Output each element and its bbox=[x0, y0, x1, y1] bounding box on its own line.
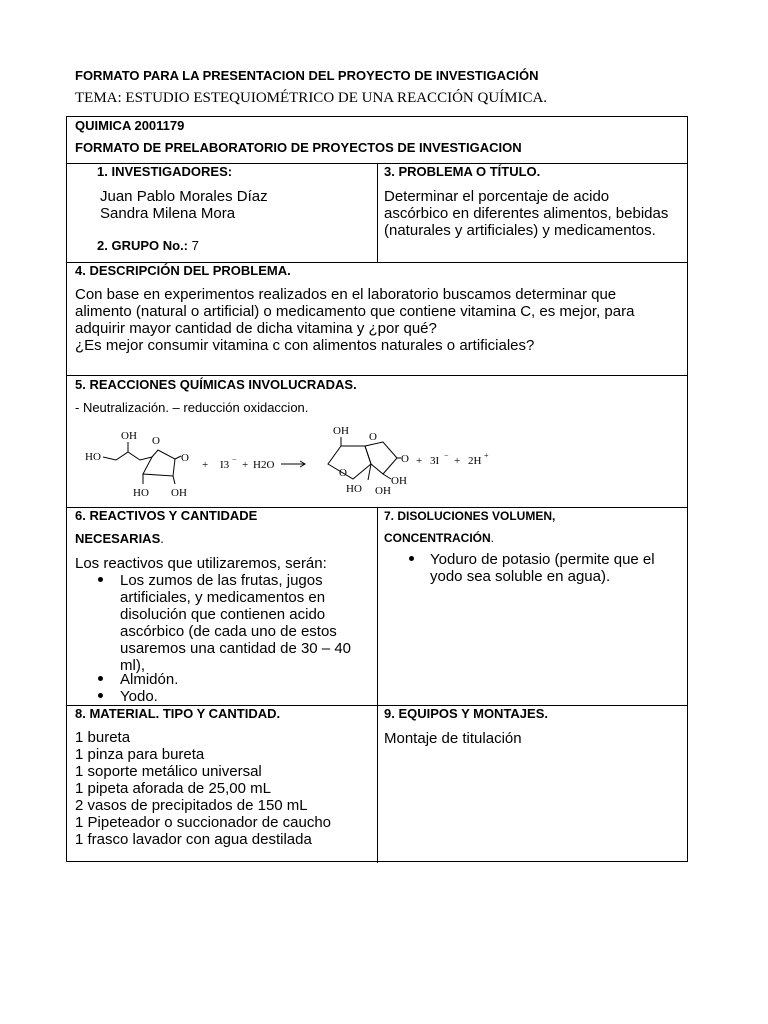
equipment-text: Montaje de titulación bbox=[384, 730, 522, 747]
chem-bond bbox=[103, 452, 152, 460]
description-text: adquirir mayor cantidad de dicha vitamina y ¿por qué? bbox=[75, 320, 437, 337]
reagent-item-text: disolución que contienen acido bbox=[120, 606, 326, 623]
chem-label: OH bbox=[121, 430, 137, 442]
reagents-heading: 6. REACTIVOS Y CANTIDADE bbox=[75, 508, 258, 523]
chem-label: O bbox=[401, 453, 409, 465]
solution-item-text: Yoduro de potasio (permite que el bbox=[430, 551, 655, 568]
course-code: QUIMICA 2001179 bbox=[75, 118, 185, 133]
group-label: 2. GRUPO No.: bbox=[97, 238, 189, 253]
reactions-heading: 5. REACCIONES QUÍMICAS INVOLUCRADAS. bbox=[75, 377, 357, 392]
investigator-name: Sandra Milena Mora bbox=[100, 205, 236, 222]
chem-label: I3 bbox=[220, 459, 230, 471]
equipment-heading: 9. EQUIPOS Y MONTAJES. bbox=[384, 706, 548, 721]
reagent-item-text: Yodo. bbox=[120, 688, 158, 705]
chem-label: + bbox=[416, 455, 423, 467]
chem-label: O bbox=[369, 431, 377, 443]
solutions-heading-dot: . bbox=[490, 531, 495, 545]
reagent-item-text: usaremos una cantidad de 30 – 40 bbox=[120, 640, 351, 657]
reagents-intro: Los reactivos que utilizaremos, serán: bbox=[75, 555, 327, 572]
chem-label: + bbox=[454, 455, 461, 467]
chem-label: + bbox=[484, 451, 489, 460]
bullet-icon bbox=[409, 556, 414, 561]
material-item: 2 vasos de precipitados de 150 mL bbox=[75, 797, 308, 814]
chem-label: OH bbox=[391, 475, 407, 487]
chem-label: HO bbox=[133, 487, 149, 499]
chem-label: + bbox=[242, 459, 249, 471]
bullet-icon bbox=[98, 577, 103, 582]
solutions-heading-line2 bbox=[384, 531, 494, 545]
form-title: FORMATO DE PRELABORATORIO DE PROYECTOS DE INVESTIGACION bbox=[75, 140, 522, 155]
reagent-item-text: ml), bbox=[120, 657, 145, 674]
investigator-name: Juan Pablo Morales Díaz bbox=[100, 188, 268, 205]
chem-label: OH bbox=[375, 485, 391, 497]
reagent-item-text: Los zumos de las frutas, jugos bbox=[120, 572, 323, 589]
problem-title-text: ascórbico en diferentes alimentos, bebidas bbox=[384, 205, 669, 222]
chem-label: − bbox=[444, 451, 449, 460]
chem-bond bbox=[383, 474, 391, 479]
document-title: FORMATO PARA LA PRESENTACION DEL PROYECTO DE INVESTIGACIÓN bbox=[75, 68, 539, 83]
reagent-item-text: Almidón. bbox=[120, 671, 179, 688]
chem-label: O bbox=[339, 467, 347, 479]
reaction-types: - Neutralización. – reducción oxidaccion. bbox=[75, 400, 309, 415]
group-value: 7 bbox=[188, 238, 199, 253]
row-divider bbox=[67, 375, 687, 376]
document-subject: TEMA: ESTUDIO ESTEQUIOMÉTRICO DE UNA REACCIÓN QUÍMICA. bbox=[75, 90, 548, 106]
description-text: alimento (natural o artificial) o medicamento que contiene vitamina C, es mejor, para bbox=[75, 303, 635, 320]
investigators-heading: 1. INVESTIGADORES: bbox=[97, 164, 233, 179]
solutions-heading: 7. DISOLUCIONES VOLUMEN, bbox=[384, 509, 556, 523]
problem-title-text: Determinar el porcentaje de acido bbox=[384, 188, 610, 205]
material-item: 1 soporte metálico universal bbox=[75, 763, 262, 780]
group-line bbox=[97, 238, 199, 253]
reagent-item-text: ascórbico (de cada uno de estos bbox=[120, 623, 337, 640]
material-item: 1 pipeta aforada de 25,00 mL bbox=[75, 780, 271, 797]
chem-label: O bbox=[152, 435, 160, 447]
material-heading: 8. MATERIAL. TIPO Y CANTIDAD. bbox=[75, 706, 281, 721]
material-item: 1 frasco lavador con agua destilada bbox=[75, 831, 312, 848]
reagents-heading-text: NECESARIAS bbox=[75, 531, 161, 546]
ascorbic-acid-oxidation-equation bbox=[83, 424, 523, 500]
chem-ring bbox=[143, 450, 175, 476]
chem-label: HO bbox=[85, 451, 101, 463]
column-divider bbox=[377, 507, 378, 863]
reagent-item-text: artificiales, y medicamentos en bbox=[120, 589, 326, 606]
chem-label: 3I bbox=[430, 455, 440, 467]
problem-title-text: (naturales y artificiales) y medicamentos. bbox=[384, 222, 656, 239]
chem-bond bbox=[173, 476, 175, 484]
bullet-icon bbox=[98, 693, 103, 698]
description-heading: 4. DESCRIPCIÓN DEL PROBLEMA. bbox=[75, 263, 291, 278]
material-item: 1 Pipeteador o succionador de caucho bbox=[75, 814, 332, 831]
problem-title-heading: 3. PROBLEMA O TÍTULO. bbox=[384, 164, 541, 179]
chem-label: HO bbox=[346, 483, 362, 495]
material-item: 1 bureta bbox=[75, 729, 131, 746]
chem-label: OH bbox=[333, 425, 349, 437]
chem-label: + bbox=[202, 459, 209, 471]
reagents-heading-dot: . bbox=[160, 531, 164, 546]
description-text: Con base en experimentos realizados en el laboratorio buscamos determinar que bbox=[75, 286, 617, 303]
column-divider bbox=[377, 163, 378, 262]
chem-label: 2H bbox=[468, 455, 482, 467]
solutions-heading-text: CONCENTRACIÓN bbox=[384, 531, 491, 545]
chem-label: − bbox=[232, 455, 237, 464]
solution-item-text: yodo sea soluble en agua). bbox=[430, 568, 611, 585]
bullet-icon bbox=[98, 676, 103, 681]
chem-label: H2O bbox=[253, 459, 275, 471]
reagents-heading-line2 bbox=[75, 531, 164, 546]
material-item: 1 pinza para bureta bbox=[75, 746, 205, 763]
chem-ring bbox=[328, 446, 371, 479]
description-text: ¿Es mejor consumir vitamina c con alimentos naturales o artificiales? bbox=[75, 337, 535, 354]
chem-label: O bbox=[181, 452, 189, 464]
chem-label: OH bbox=[171, 487, 187, 499]
